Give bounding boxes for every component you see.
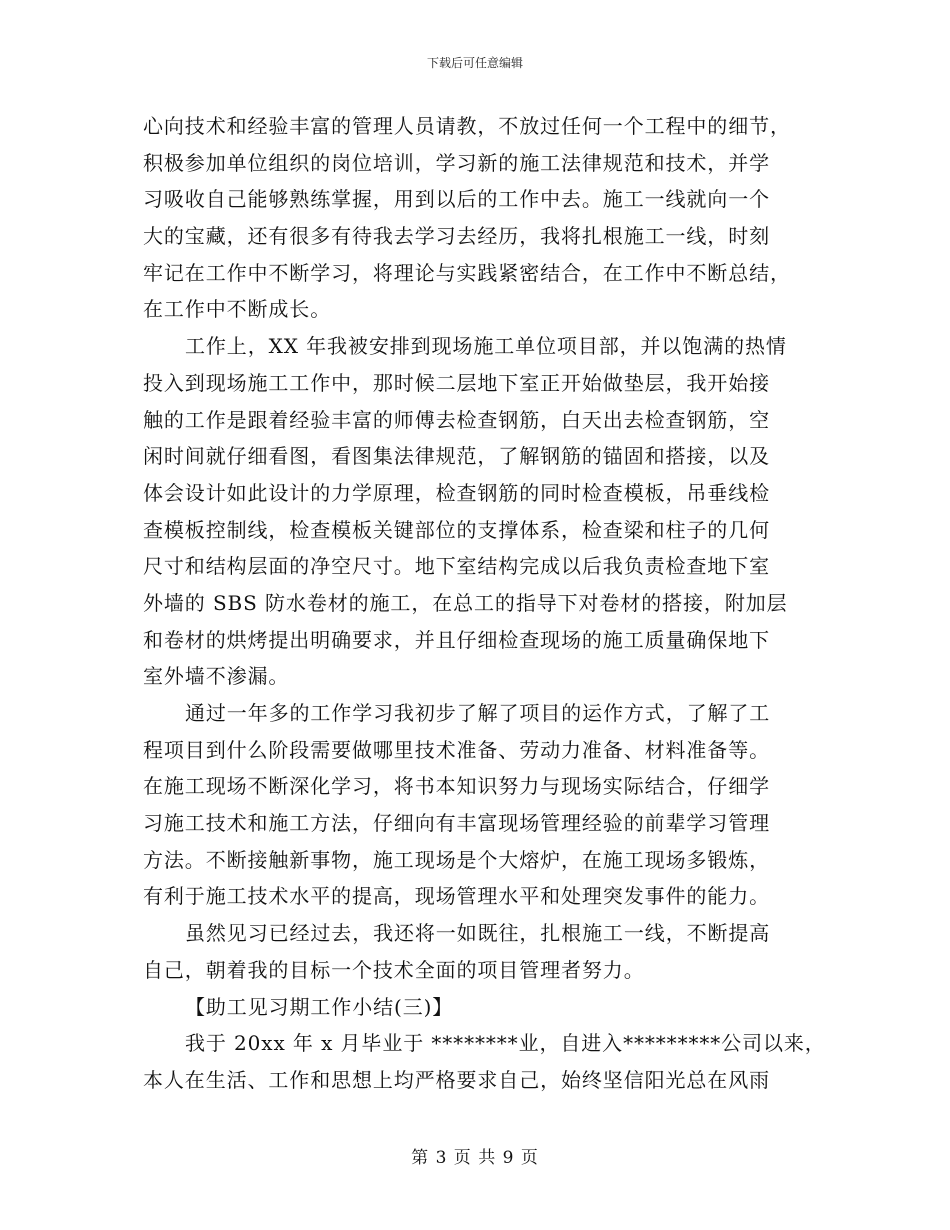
text-line: 外墙的 SBS 防水卷材的施工，在总工的指导下对卷材的搭接，附加层: [143, 590, 788, 615]
text-line: 室外墙不渗漏。: [143, 664, 290, 689]
text-line: 触的工作是跟着经验丰富的师傅去检查钢筋，白天出去检查钢筋，空: [143, 407, 770, 432]
section-heading: 【助工见习期工作小结(三)】: [185, 994, 454, 1019]
text-line: 闲时间就仔细看图，看图集法律规范，了解钢筋的锚固和搭接，以及: [143, 444, 770, 469]
paragraph-first-line: 通过一年多的工作学习我初步了解了项目的运作方式，了解了工: [185, 701, 771, 725]
text-line: 心向技术和经验丰富的管理人员请教，不放过任何一个工程中的细节，: [143, 114, 791, 138]
text-line: 在工作中不断成长。: [143, 297, 332, 322]
text-line: 和卷材的烘烤提出明确要求，并且仔细检查现场的施工质量确保地下: [143, 627, 770, 652]
paragraph-first-line: 虽然见习已经过去，我还将一如既往，扎根施工一线，不断提高: [185, 921, 771, 946]
text-line: 习施工技术和施工方法，仔细向有丰富现场管理经验的前辈学习管理: [143, 811, 770, 836]
page-number: 第 3 页 共 9 页: [411, 1148, 539, 1168]
text-line: 查模板控制线，检查模板关键部位的支撑体系，检查梁和柱子的几何: [143, 517, 770, 542]
text-line: 投入到现场施工工作中，那时候二层地下室正开始做垫层，我开始接: [143, 370, 770, 395]
paragraph-first-line: 工作上，XX 年我被安排到现场施工单位项目部，并以饱满的热情: [185, 334, 787, 359]
text-line: 积极参加单位组织的岗位培训，学习新的施工法律规范和技术，并学: [143, 150, 770, 175]
text-line: 尺寸和结构层面的净空尺寸。地下室结构完成以后我负责检查地下室: [143, 554, 770, 579]
text-line: 体会设计如此设计的力学原理，检查钢筋的同时检查模板，吊垂线检: [143, 480, 770, 505]
page-header: 下载后可任意编辑: [426, 56, 523, 70]
text-line: 自己，朝着我的目标一个技术全面的项目管理者努力。: [143, 957, 645, 982]
text-line: 牢记在工作中不断学习，将理论与实践紧密结合，在工作中不断总结，: [143, 260, 791, 285]
text-line: 方法。不断接触新事物，施工现场是个大熔炉，在施工现场多锻炼，: [143, 847, 770, 872]
text-line: 本人在生活、工作和思想上均严格要求自己，始终坚信阳光总在风雨: [143, 1067, 770, 1092]
text-line: 大的宝藏，还有很多有待我去学习去经历，我将扎根施工一线，时刻: [143, 224, 770, 249]
document-body: [143, 108, 826, 1099]
text-line: 有利于施工技术水平的提高，现场管理水平和处理突发事件的能力。: [143, 884, 770, 909]
paragraph-first-line: 我于 20xx 年 x 月毕业于 ********业，自进入*********公司以来，: [185, 1031, 826, 1056]
text-line: 在施工现场不断深化学习，将书本知识努力与现场实际结合，仔细学: [143, 774, 770, 799]
text-line: 习吸收自己能够熟练掌握，用到以后的工作中去。施工一线就向一个: [143, 187, 770, 212]
text-line: 程项目到什么阶段需要做哪里技术准备、劳动力准备、材料准备等。: [143, 737, 770, 762]
